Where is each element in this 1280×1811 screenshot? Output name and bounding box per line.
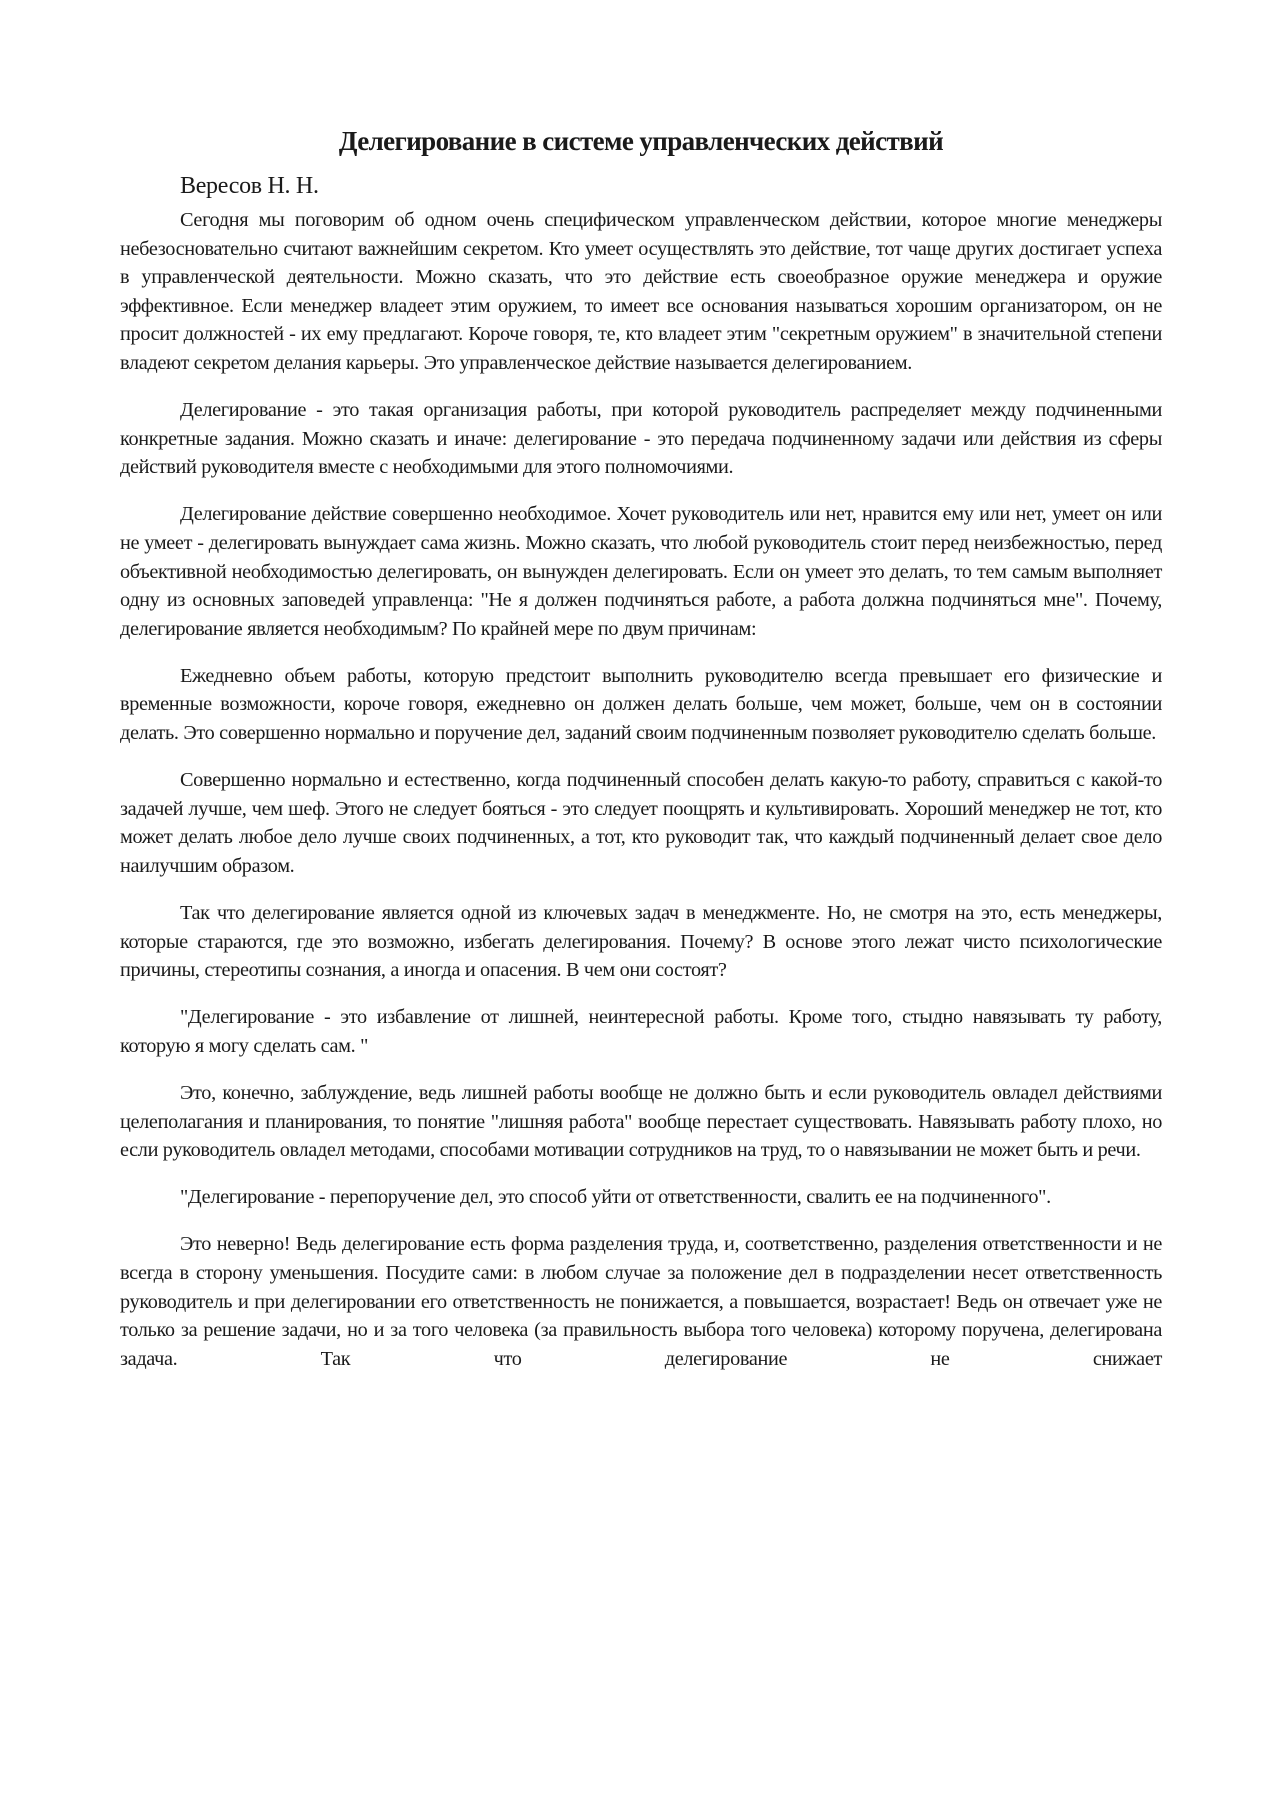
document-author: Вересов Н. Н. bbox=[180, 173, 319, 199]
document-page bbox=[120, 124, 1162, 1392]
paragraph: "Делегирование - это избавление от лишней, неинтересной работы. Кроме того, стыдно навязывать ту работу, которую я могу сделать сам. " bbox=[120, 1006, 1162, 1057]
paragraph: Сегодня мы поговорим об одном очень специфическом управленческом действии, которое многие менеджеры небезосновательно считают важнейшим секретом. Кто умеет осуществлять это действие, тот чаще других достигает успеха в управленческой деятельности. Можно сказать, что это действие есть своеобразное оружие менеджера и оружие эффективное. Если менеджер владеет этим оружием, то имеет все основания называться хорошим организатором, он не просит должностей - их ему предлагают. Короче говоря, те, кто владеет этим "секретным оружием" в значительной степени владеют секретом делания карьеры. Это управленческое действие называется делегированием. bbox=[120, 209, 1162, 374]
document-title: Делегирование в системе управленческих действий bbox=[338, 126, 944, 156]
paragraph: Так что делегирование является одной из ключевых задач в менеджменте. Но, не смотря на это, есть менеджеры, которые стараются, где это возможно, избегать делегирования. Почему? В основе этого лежат чисто психологические причины, стереотипы сознания, а иногда и опасения. В чем они состоят? bbox=[120, 901, 1162, 982]
paragraph: Делегирование - это такая организация работы, при которой руководитель распределяет между подчиненными конкретные задания. Можно сказать и иначе: делегирование - это передача подчиненному задачи или действия из сферы действий руководителя вместе с необходимыми для этого полномочиями. bbox=[120, 399, 1162, 479]
paragraph: Это, конечно, заблуждение, ведь лишней работы вообще не должно быть и если руководитель овладел действиями целеполагания и планирования, то понятие "лишняя работа" вообще перестает существовать. Навязывать работу плохо, но если руководитель овладел методами, способами мотивации сотрудников на труд, то о навязывании не может быть и речи. bbox=[120, 1081, 1162, 1162]
paragraph: Это неверно! Ведь делегирование есть форма разделения труда, и, соответственно, разделения ответственности и не всегда в сторону уменьшения. Посудите сами: в любом случае за положение дел в подразделении несет ответственность руководитель и при делегировании его ответственность не понижается, а повышается, возрастает! Ведь он отвечает уже не только за решение задачи, но и за того человека (за правильность выбора того человека) которому поручена, делегирована задача. Так что делегирование не снижает bbox=[120, 1233, 1162, 1370]
paragraph: "Делегирование - перепоручение дел, это способ уйти от ответственности, свалить ее на подчиненного". bbox=[180, 1186, 1051, 1209]
paragraph: Совершенно нормально и естественно, когда подчиненный способен делать какую-то работу, справиться с какой-то задачей лучше, чем шеф. Этого не следует бояться - это следует поощрять и культивировать. Хороший менеджер не тот, кто может делать любое дело лучше своих подчиненных, а тот, кто руководит так, что каждый подчиненный делает свое дело наилучшим образом. bbox=[120, 769, 1162, 877]
paragraph: Делегирование действие совершенно необходимое. Хочет руководитель или нет, нравится ему или нет, умеет он или не умеет - делегировать вынуждает сама жизнь. Можно сказать, что любой руководитель стоит перед неизбежностью, перед объективной необходимостью делегировать, он вынужден делегировать. Если он умеет это делать, то тем самым выполняет одну из основных заповедей управленца: "Не я должен подчиняться работе, а работа должна подчиняться мне". Почему, делегирование является необходимым? По крайней мере по двум причинам: bbox=[120, 503, 1162, 640]
paragraph: Ежедневно объем работы, которую предстоит выполнить руководителю всегда превышает его физические и временные возможности, короче говоря, ежедневно он должен делать больше, чем может, больше, чем он в состоянии делать. Это совершенно нормально и поручение дел, заданий своим подчиненным позволяет руководителю сделать больше. bbox=[120, 664, 1162, 744]
